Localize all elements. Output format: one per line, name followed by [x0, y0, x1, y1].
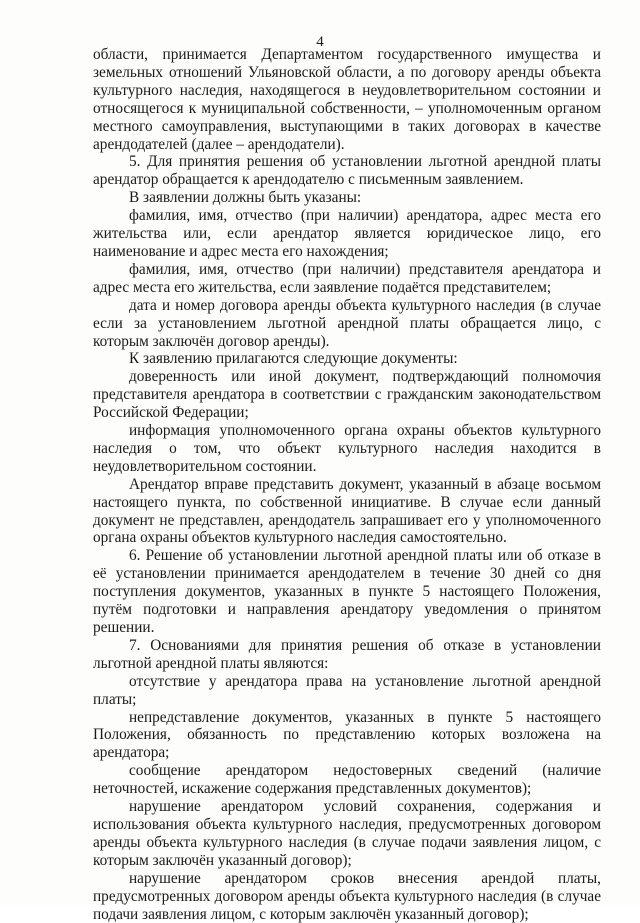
paragraph: В заявлении должны быть указаны: [129, 189, 362, 207]
paragraph: области, принимается Департаментом государственного имущества и земельных отношений Ульяновской области, а по договору аренды объекта культурного наследия, находящегося в неудовлетворительном состоянии и относящегося к муниципальной собственности, – уполномоченным органом местного самоуправления, выступающими в таких договорах в качестве арендодателей (далее – арендодатели). [93, 46, 601, 153]
paragraph: информация уполномоченного органа охраны объектов культурного наследия о том, что объект культурного наследия находится в неудовлетворительном состоянии. [93, 422, 601, 475]
paragraph: 6. Решение об установлении льготной арендной платы или об отказе в её установлении принимается арендодателем в течение 30 дней со дня поступления документов, указанных в пункте 5 настоящего Положения, путём подготовки и направления арендатору уведомления о принятом решении. [93, 547, 601, 636]
paragraph: доверенность или иной документ, подтверждающий полномочия представителя арендатора в соответствии с гражданским законодательством Российской Федерации; [93, 368, 601, 422]
paragraph: сообщение арендатором недостоверных сведений (наличие неточностей, искажение содержания представленных документов); [93, 762, 601, 798]
document-body [93, 46, 601, 923]
paragraph: нарушение арендатором сроков внесения арендой платы, предусмотренных договором аренды объекта культурного наследия (в случае подачи заявления лицом, с которым заключён указанный договор); [93, 869, 601, 923]
paragraph: Арендатор вправе представить документ, указанный в абзаце восьмом настоящего пункта, по собственной инициативе. В случае если данный документ не представлен, арендодатель запрашивает его у уполномоченного органа охраны объектов культурного наследия самостоятельно. [93, 475, 601, 547]
paragraph: 7. Основаниями для принятия решения об отказе в установлении льготной арендной платы являются: [93, 636, 601, 672]
paragraph: фамилия, имя, отчество (при наличии) арендатора, адрес места его жительства или, если арендатор является юридическое лицо, его наименование и адрес места его нахождения; [93, 207, 601, 260]
paragraph: отсутствие у арендатора права на установление льготной арендной платы; [93, 672, 601, 708]
paragraph: непредставление документов, указанных в пункте 5 настоящего Положения, обязанность по представлению которых возложена на арендатора; [93, 708, 601, 762]
page-number: 4 [316, 34, 324, 50]
paragraph: фамилия, имя, отчество (при наличии) представителя арендатора и адрес места его жительства, если заявление подаётся представителем; [93, 260, 601, 296]
paragraph: нарушение арендатором условий сохранения, содержания и использования объекта культурного наследия, предусмотренных договором аренды объекта культурного наследия (в случае подачи заявления лицом, с которым заключён указанный договор); [93, 798, 601, 869]
paragraph: 5. Для принятия решения об установлении льготной арендной платы арендатор обращается к арендодателю с письменным заявлением. [93, 153, 601, 189]
paragraph: К заявлению прилагаются следующие документы: [129, 350, 458, 368]
paragraph: дата и номер договора аренды объекта культурного наследия (в случае если за установлением льготной арендной платы обращается лицо, с которым заключён договор аренды). [93, 296, 601, 350]
